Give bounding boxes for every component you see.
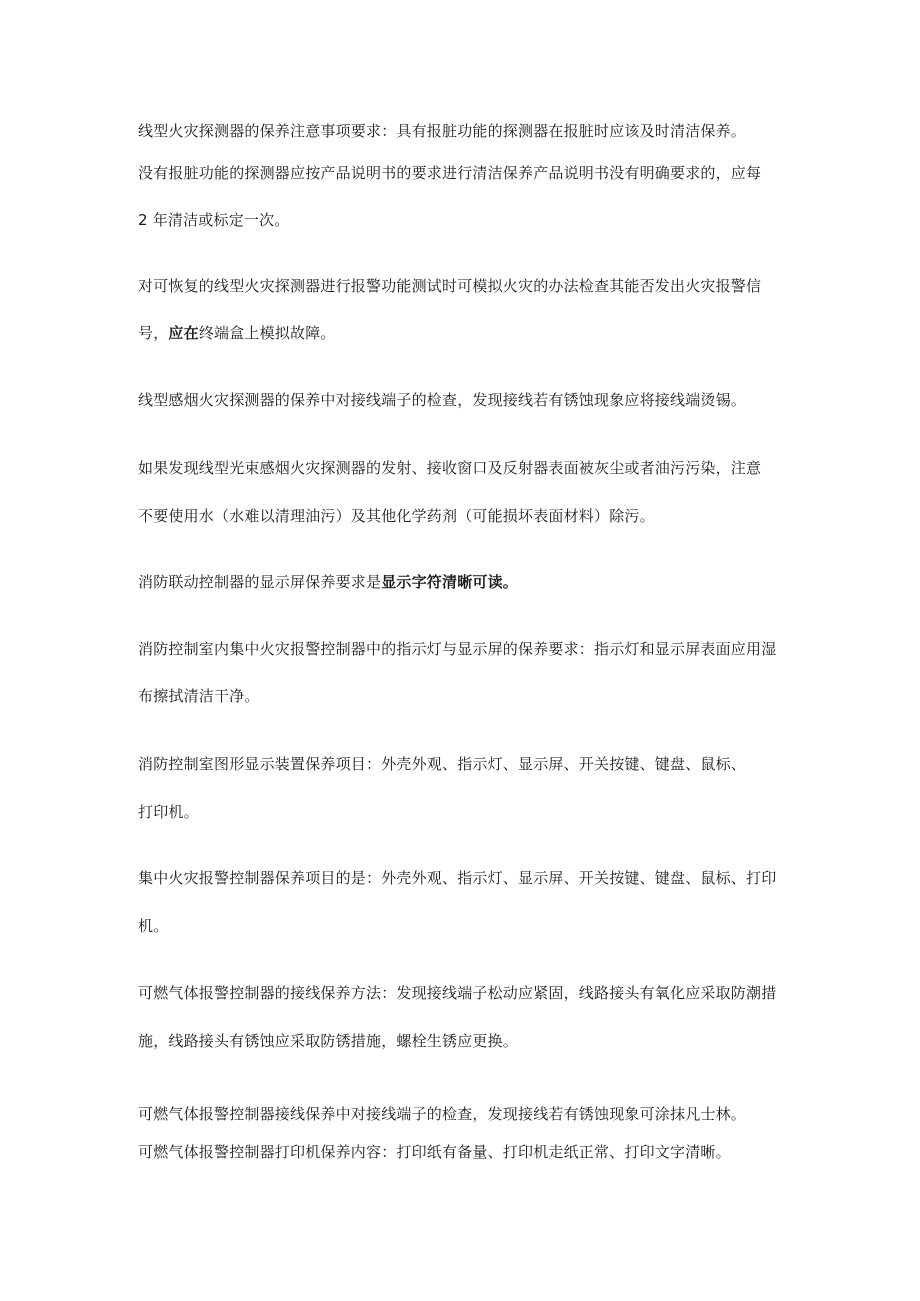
paragraph-line-3: 2 年清洁或标定一次。 <box>138 211 290 229</box>
text-run: 号， <box>138 324 169 342</box>
paragraph-line-19: 可燃气体报警控制器打印机保养内容：打印纸有备量、打印机走纸正常、打印文字清晰。 <box>138 1143 731 1161</box>
paragraph-line-15: 机。 <box>138 917 169 935</box>
paragraph-line-11: 布擦拭清洁干净。 <box>138 687 260 705</box>
paragraph-line-10: 消防控制室内集中火灾报警控制器中的指示灯与显示屏的保养要求：指示灯和显示屏表面应用湿 <box>138 640 777 658</box>
paragraph-line-5 <box>138 323 798 343</box>
bold-text-run: 显示字符清晰可读。 <box>381 573 519 591</box>
paragraph-line-17: 施，线路接头有锈蚀应采取防锈措施，螺栓生锈应更换。 <box>138 1032 519 1050</box>
paragraph-line-8: 不要使用水（水难以清理油污）及其他化学药剂（可能损坏表面材料）除污。 <box>138 507 655 525</box>
paragraph-line-12: 消防控制室图形显示装置保养项目：外壳外观、指示灯、显示屏、开关按键、键盘、鼠标、 <box>138 755 747 773</box>
paragraph-line-4: 对可恢复的线型火灾探测器进行报警功能测试时可模拟火灾的办法检查其能否发出火灾报警信 <box>138 277 762 295</box>
text-run: 终端盒上模拟故障。 <box>198 324 336 342</box>
paragraph-line-9 <box>138 572 798 592</box>
text-run: 消防联动控制器的显示屏保养要求是 <box>138 573 382 591</box>
paragraph-line-16: 可燃气体报警控制器的接线保养方法：发现接线端子松动应紧固，线路接头有氧化应采取防潮措 <box>138 984 777 1002</box>
paragraph-line-6: 线型感烟火灾探测器的保养中对接线端子的检查，发现接线若有锈蚀现象应将接线端烫锡。 <box>138 391 747 409</box>
paragraph-line-1: 线型火灾探测器的保养注意事项要求：具有报脏功能的探测器在报脏时应该及时清洁保养。 <box>138 122 747 140</box>
bold-text-run: 应在 <box>168 324 199 342</box>
paragraph-line-2: 没有报脏功能的探测器应按产品说明书的要求进行清洁保养产品说明书没有明确要求的，应每 <box>138 164 762 182</box>
paragraph-line-18: 可燃气体报警控制器接线保养中对接线端子的检查，发现接线若有锈蚀现象可涂抹凡士林。 <box>138 1105 747 1123</box>
paragraph-line-14: 集中火灾报警控制器保养项目的是：外壳外观、指示灯、显示屏、开关按键、键盘、鼠标、打印 <box>138 869 777 887</box>
paragraph-line-13: 打印机。 <box>138 803 199 821</box>
paragraph-line-7: 如果发现线型光束感烟火灾探测器的发射、接收窗口及反射器表面被灰尘或者油污污染，注意 <box>138 459 762 477</box>
